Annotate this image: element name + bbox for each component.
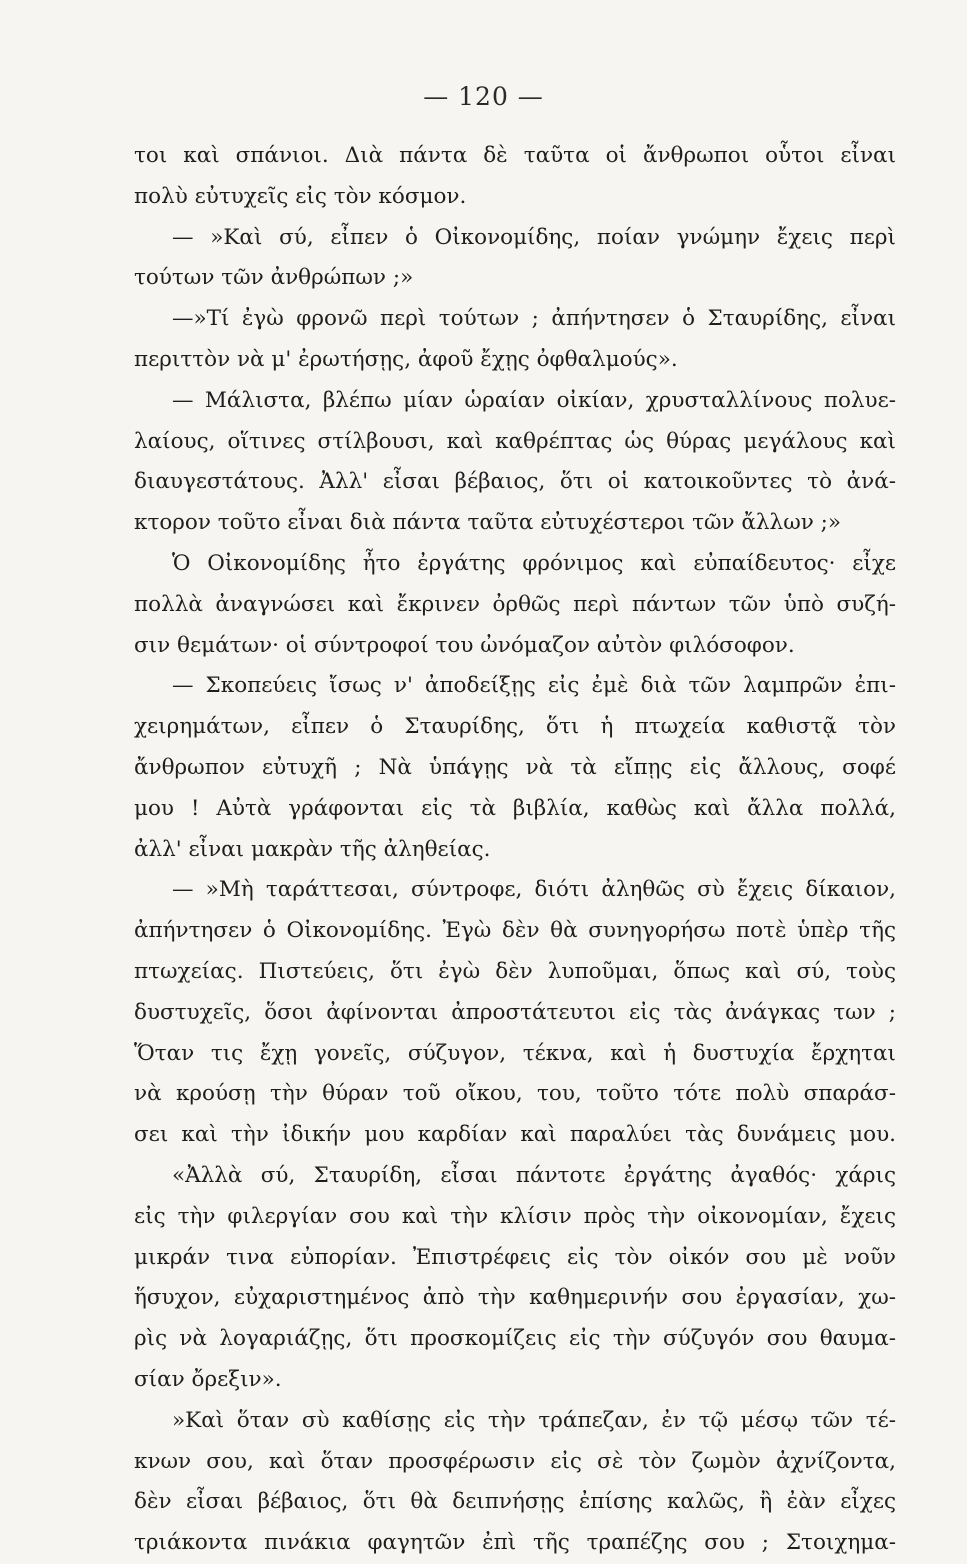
text-line: λαίους, οἵτινες στίλβουσι, καὶ καθρέπτας ὡς θύρας μεγάλους καὶ <box>134 428 896 454</box>
text-line: —»Τί ἐγὼ φρονῶ περὶ τούτων ; ἀπήντησεν ὁ Σταυρίδης, εἶναι <box>172 306 896 332</box>
text-line: »Καὶ ὅταν σὺ καθίσῃς εἰς τὴν τράπεζαν, ἐν τῷ μέσῳ τῶν τέ- <box>172 1407 896 1433</box>
page-number: — 120 — <box>423 82 544 111</box>
text-line: νὰ κρούσῃ τὴν θύραν τοῦ οἴκου, του, τοῦτο τότε πολὺ σπαράσ- <box>134 1081 896 1107</box>
text-line: — Μάλιστα, βλέπω μίαν ὡραίαν οἰκίαν, χρυσταλλίνους πολυε- <box>172 387 896 413</box>
text-line: «Ἀλλὰ σύ, Σταυρίδη, εἶσαι πάντοτε ἐργάτης ἀγαθός· χάρις <box>172 1162 896 1188</box>
text-line: σίαν ὄρεξιν». <box>134 1366 282 1392</box>
text-line: — »Καὶ σύ, εἶπεν ὁ Οἰκονομίδης, ποίαν γνώμην ἔχεις περὶ <box>172 224 896 250</box>
text-line: ἀλλ' εἶναι μακρὰν τῆς ἀληθείας. <box>134 836 491 862</box>
text-line: διαυγεστάτους. Ἀλλ' εἶσαι βέβαιος, ὅτι οἱ κατοικοῦντες τὸ ἀνά- <box>134 469 896 495</box>
text-line: — Σκοπεύεις ἴσως ν' ἀποδείξῃς εἰς ἐμὲ διὰ τῶν λαμπρῶν ἐπι- <box>172 673 896 699</box>
text-line: σει καὶ τὴν ἰδικήν μου καρδίαν καὶ παραλύει τὰς δυνάμεις μου. <box>134 1122 896 1148</box>
text-line: μου ! Αὐτὰ γράφονται εἰς τὰ βιβλία, καθὼς καὶ ἄλλα πολλά, <box>134 795 896 821</box>
text-line: — »Μὴ ταράττεσαι, σύντροφε, διότι ἀληθῶς σὺ ἔχεις δίκαιον, <box>172 877 896 903</box>
text-line: πτωχείας. Πιστεύεις, ὅτι ἐγὼ δὲν λυποῦμαι, ὅπως καὶ σύ, τοὺς <box>134 958 896 984</box>
text-line: ἥσυχον, εὐχαριστημένος ἀπὸ τὴν καθημερινήν σου ἐργασίαν, χω- <box>134 1285 896 1311</box>
body-text <box>134 136 896 1564</box>
text-line: πολὺ εὐτυχεῖς εἰς τὸν κόσμον. <box>134 183 467 209</box>
text-line: δὲν εἶσαι βέβαιος, ὅτι θὰ δειπνήσῃς ἐπίσης καλῶς, ἢ ἐὰν εἶχες <box>134 1489 896 1515</box>
text-line: Ὅταν τις ἔχῃ γονεῖς, σύζυγον, τέκνα, καὶ ἡ δυστυχία ἔρχηται <box>134 1040 896 1066</box>
text-line: τούτων τῶν ἀνθρώπων ;» <box>134 265 414 291</box>
text-line: σιν θεμάτων· οἱ σύντροφοί του ὠνόμαζον αὐτὸν φιλόσοφον. <box>134 632 795 658</box>
text-line: κτορον τοῦτο εἶναι διὰ πάντα ταῦτα εὐτυχέστεροι τῶν ἄλλων ;» <box>134 510 842 536</box>
text-line: χειρημάτων, εἶπεν ὁ Σταυρίδης, ὅτι ἡ πτωχεία καθιστᾷ τὸν <box>134 714 896 740</box>
text-line: τριάκοντα πινάκια φαγητῶν ἐπὶ τῆς τραπέζης σου ; Στοιχημα- <box>134 1530 896 1556</box>
text-line: ρὶς νὰ λογαριάζῃς, ὅτι προσκομίζεις εἰς τὴν σύζυγόν σου θαυμα- <box>134 1326 896 1352</box>
text-line: εἰς τὴν φιλεργίαν σου καὶ τὴν κλίσιν πρὸς τὴν οἰκονομίαν, ἔχεις <box>134 1203 896 1229</box>
text-line: ἄνθρωπον εὐτυχῆ ; Νὰ ὑπάγῃς νὰ τὰ εἴπῃς εἰς ἄλλους, σοφέ <box>134 754 896 780</box>
text-line: μικράν τινα εὐπορίαν. Ἐπιστρέφεις εἰς τὸν οἰκόν σου μὲ νοῦν <box>134 1244 896 1270</box>
text-line: περιττὸν νὰ μ' ἐρωτήσῃς, ἀφοῦ ἔχῃς ὀφθαλμούς». <box>134 346 678 372</box>
text-line: πολλὰ ἀναγνώσει καὶ ἔκρινεν ὀρθῶς περὶ πάντων τῶν ὑπὸ συζή- <box>134 591 896 617</box>
text-line: Ὁ Οἰκονομίδης ἦτο ἐργάτης φρόνιμος καὶ εὐπαίδευτος· εἶχε <box>172 550 896 576</box>
text-line: ἀπήντησεν ὁ Οἰκονομίδης. Ἐγὼ δὲν θὰ συνηγορήσω ποτὲ ὑπὲρ τῆς <box>134 918 896 944</box>
text-line: κνων σου, καὶ ὅταν προσφέρωσιν εἰς σὲ τὸν ζωμὸν ἀχνίζοντα, <box>134 1448 896 1474</box>
text-line: δυστυχεῖς, ὅσοι ἀφίνονται ἀπροστάτευτοι εἰς τὰς ἀνάγκας των ; <box>134 999 896 1025</box>
text-line: τοι καὶ σπάνιοι. Διὰ πάντα δὲ ταῦτα οἱ ἄνθρωποι οὗτοι εἶναι <box>134 143 896 168</box>
